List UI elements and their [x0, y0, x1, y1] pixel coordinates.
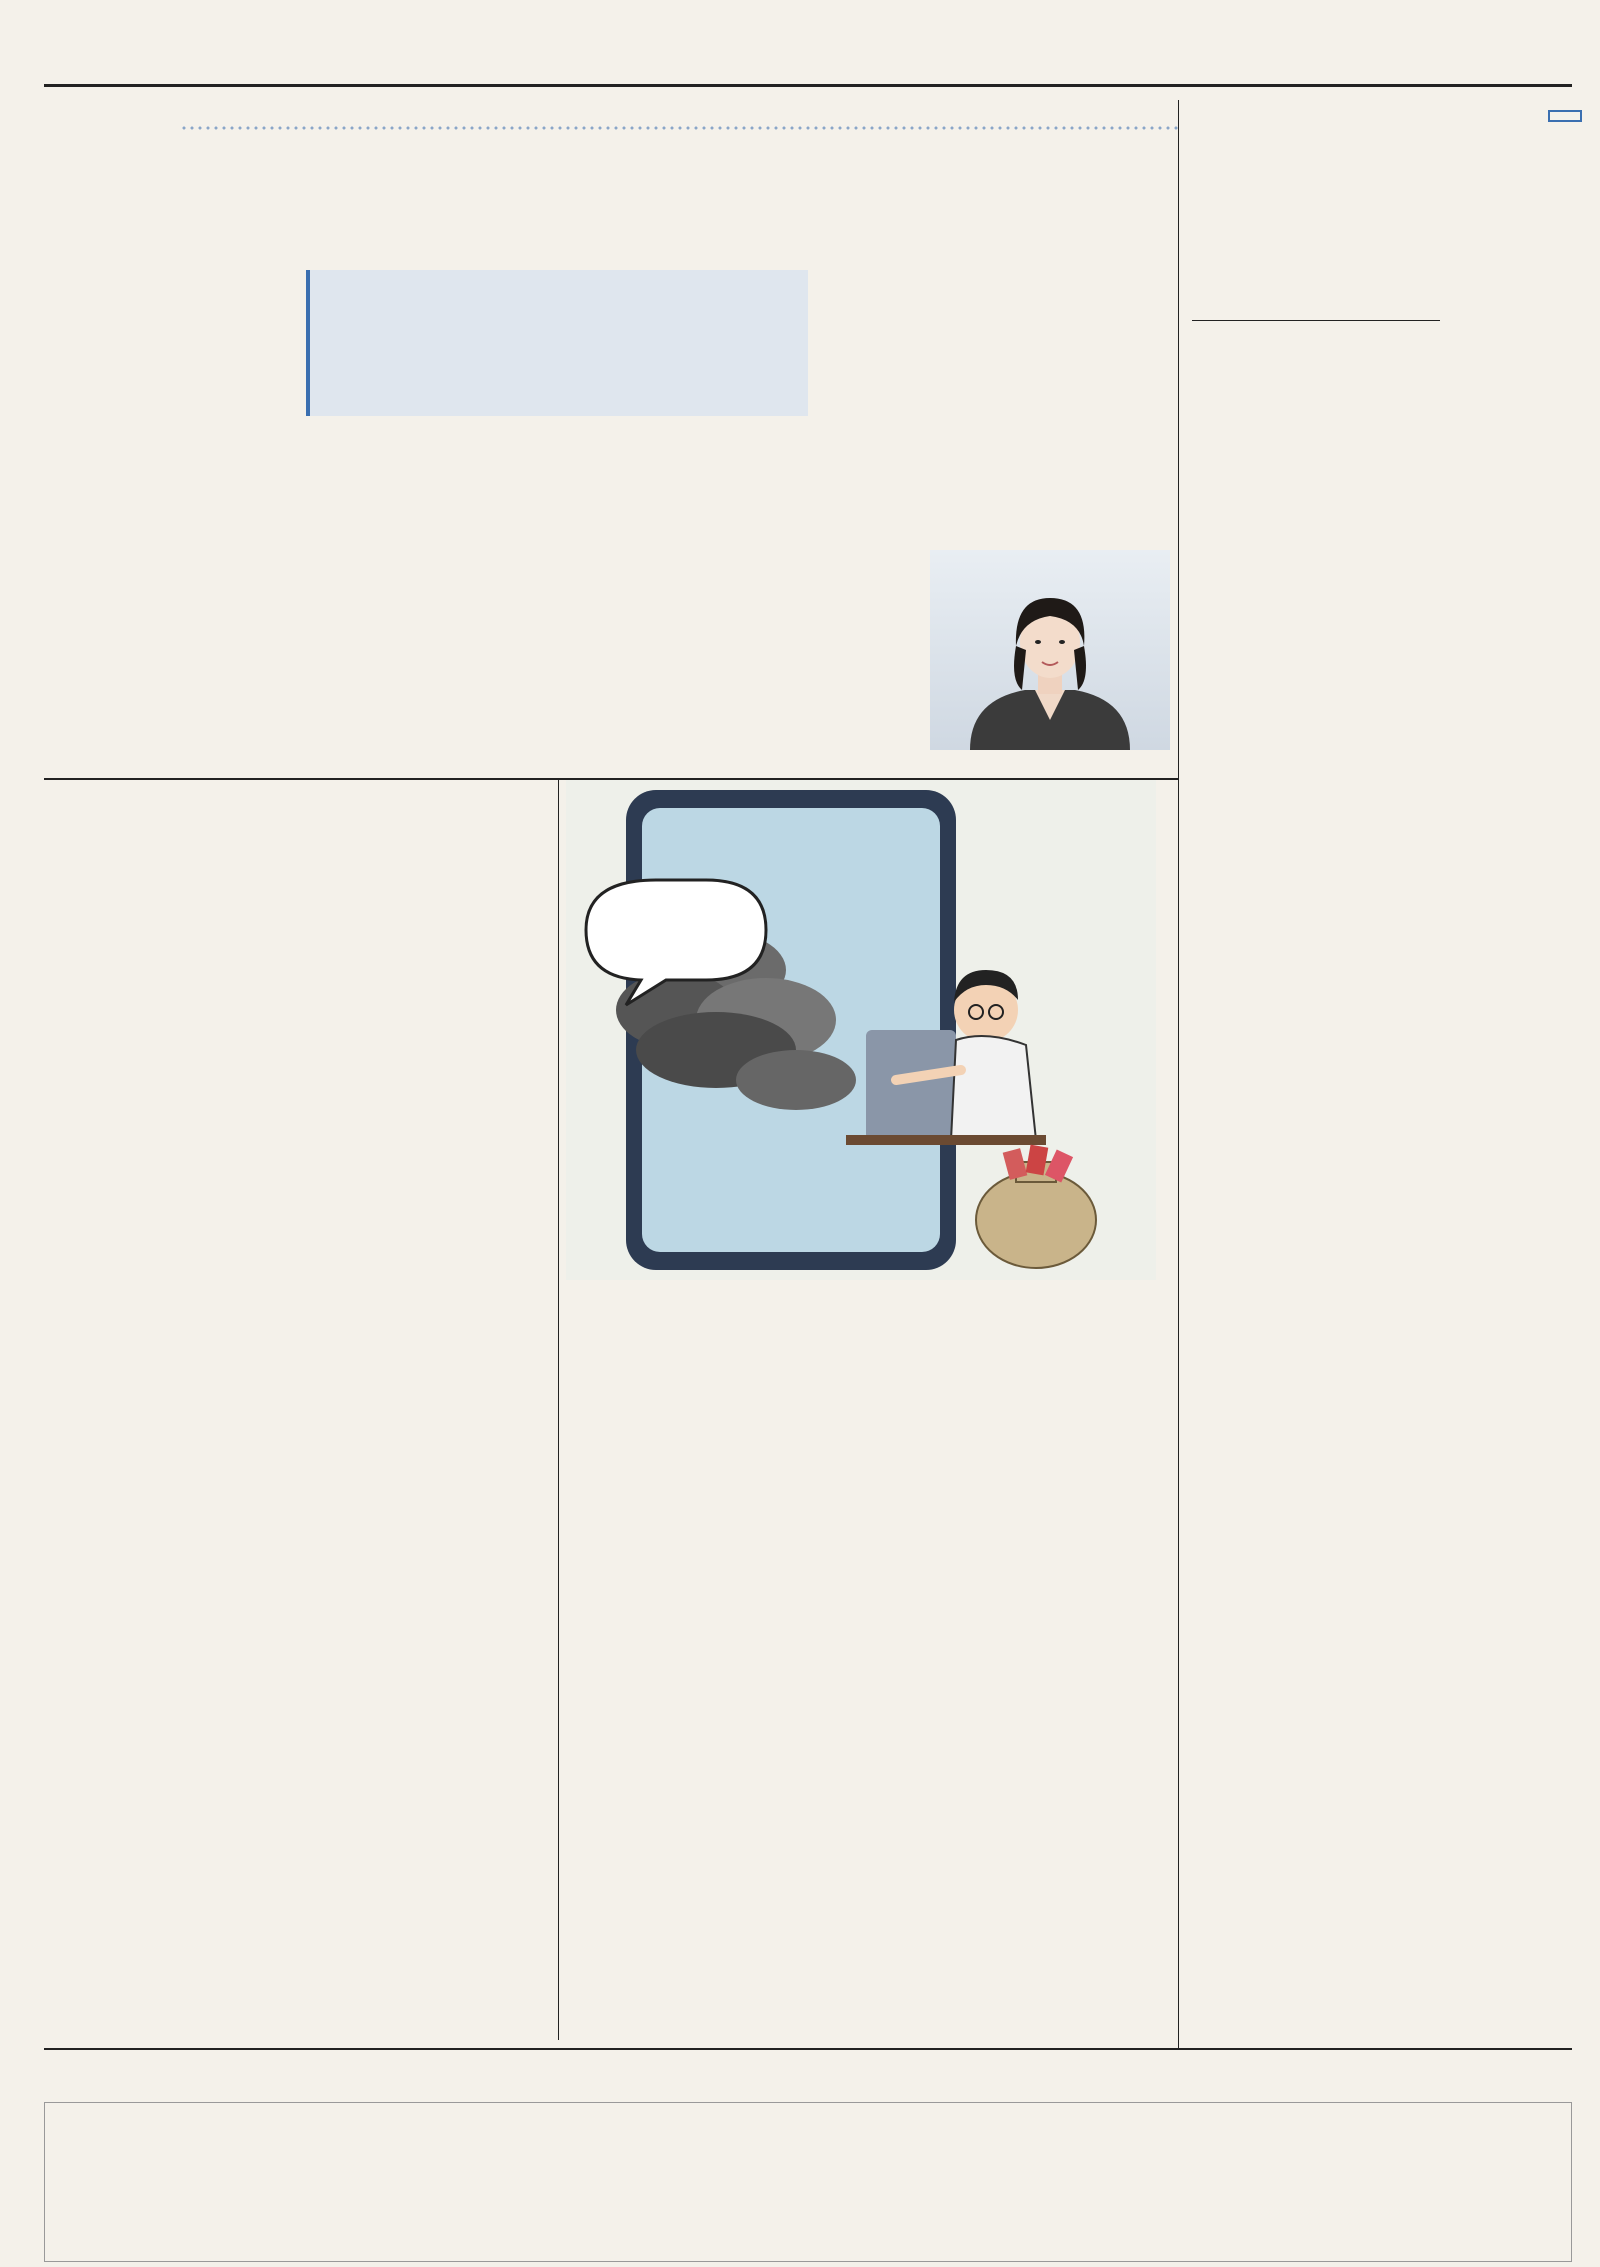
column-tag-dots — [180, 125, 1180, 131]
cartoon-commentary — [566, 1330, 1156, 1528]
side-column-tag — [1548, 110, 1582, 122]
side-lead-rule — [1192, 320, 1440, 321]
main-article-col4 — [820, 272, 1160, 542]
author-photo — [930, 550, 1170, 750]
main-article-lead — [306, 270, 808, 416]
divider-main-side — [1178, 100, 1179, 840]
divider-mid-cartoon — [558, 780, 559, 2040]
cartoon-illustration — [566, 780, 1156, 1280]
ad-frame — [44, 2102, 1572, 2262]
mid-article-col3b — [312, 1374, 552, 2034]
main-article-col2 — [306, 428, 554, 770]
main-article-col3 — [562, 428, 810, 770]
ad-divider — [44, 2048, 1572, 2050]
header-rule — [44, 84, 1572, 87]
mid-article-col2 — [346, 788, 552, 1308]
side-article-wide-text — [1192, 776, 1572, 2036]
side-article-top-text — [1192, 334, 1440, 774]
divider-cartoon-side — [1178, 780, 1179, 2050]
mid-article-col1 — [56, 788, 204, 1368]
mid-article-col3a — [56, 1374, 304, 2034]
main-article-col1 — [56, 242, 296, 770]
